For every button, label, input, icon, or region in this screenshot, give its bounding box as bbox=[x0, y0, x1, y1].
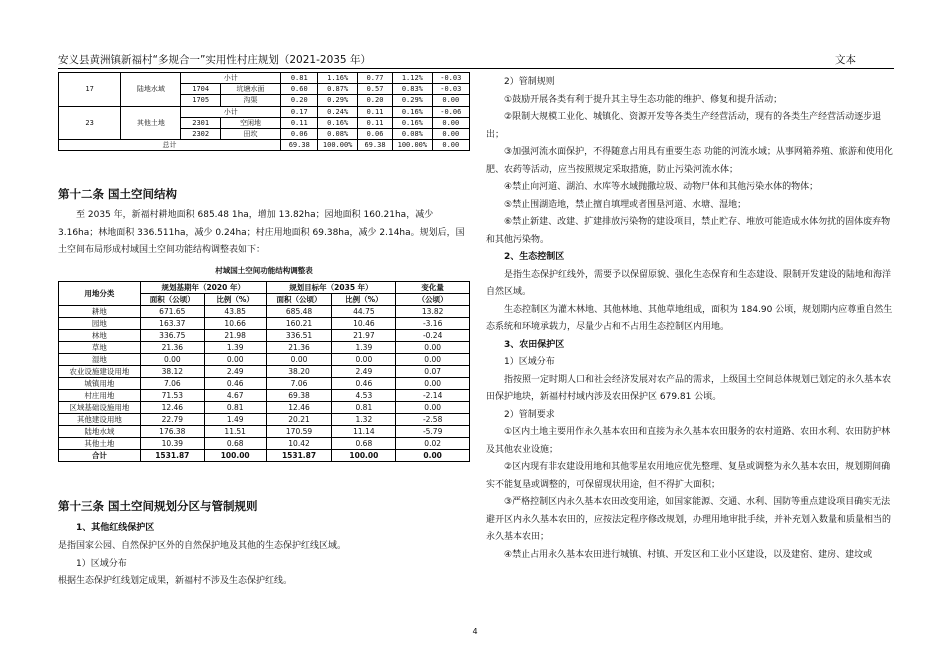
table-header-row: 面积（公顷） 比例（%） 面积（公顷） 比例（%） （公顷） bbox=[59, 294, 470, 306]
paragraph: ②限制大规模工业化、城镇化、资源开发等各类生产经营活动，现有的各类生产经营活动逐步退出； bbox=[486, 112, 882, 140]
page-number: 4 bbox=[472, 627, 478, 636]
table-cell: 农业设施建设用地 bbox=[59, 366, 141, 378]
table-row: 1704 坑塘水面 0.60 0.87% 0.57 0.83% -0.03 bbox=[59, 84, 470, 95]
paragraph: 是指国家公园、自然保护区外的自然保护地及其他的生态保护红线区域。 bbox=[58, 541, 347, 551]
table-row: 17 陆地水域 小计 0.81 1.16% 0.77 1.12% -0.03 bbox=[59, 73, 470, 84]
table-row bbox=[59, 414, 470, 426]
table-cell: 12.46 bbox=[266, 402, 332, 414]
table-cell: -3.16 bbox=[396, 318, 470, 330]
table-row bbox=[59, 426, 470, 438]
paragraph: 是指生态保护红线外，需要予以保留原貌、强化生态保育和生态建设、限制开发建设的陆地和海洋自然区域。 bbox=[486, 269, 892, 297]
table-cell: 671.65 bbox=[140, 306, 204, 318]
table-cell: 1531.87 bbox=[140, 450, 204, 462]
land-use-detail-table bbox=[58, 72, 470, 151]
table-cell: 0.81 bbox=[332, 402, 396, 414]
table-row bbox=[59, 354, 470, 366]
paragraph: ②区内现有非农建设用地和其他零星农用地应优先整理、复垦或调整为永久基本农田，规划期间确实不能复垦或调整的，可保留现状用途，但不得扩大面积； bbox=[486, 462, 891, 490]
table-cell: 其他土地 bbox=[59, 438, 141, 450]
table-cell: 村庄用地 bbox=[59, 390, 141, 402]
table-cell: 13.82 bbox=[396, 306, 470, 318]
table-caption: 村域国土空间功能结构调整表 bbox=[215, 266, 313, 275]
table-cell: 100.00 bbox=[332, 450, 396, 462]
table-cell: 176.38 bbox=[140, 426, 204, 438]
table-row: 23 其他土地 小计 0.17 0.24% 0.11 0.16% -0.06 bbox=[59, 106, 470, 117]
table-cell: 城镇用地 bbox=[59, 378, 141, 390]
table-cell: 1.49 bbox=[204, 414, 266, 426]
table-cell: 0.00 bbox=[396, 402, 470, 414]
table-cell: 10.39 bbox=[140, 438, 204, 450]
subsection-heading: 3、农田保护区 bbox=[504, 339, 565, 350]
table-cell: 12.46 bbox=[140, 402, 204, 414]
table-cell: 0.00 bbox=[396, 354, 470, 366]
table-cell: 其他建设用地 bbox=[59, 414, 141, 426]
table-cell: -2.58 bbox=[396, 414, 470, 426]
table-cell: 园地 bbox=[59, 318, 141, 330]
subsection-heading: 1、其他红线保护区 bbox=[76, 523, 155, 533]
paragraph: 2）管制规则 bbox=[504, 77, 555, 87]
table-cell: 7.06 bbox=[266, 378, 332, 390]
paragraph: 指按照一定时期人口和社会经济发展对农产品的需求，上级国土空间总体规划已划定的永久基本农田保护地块，新福村村域内涉及农田保护区 679.81 公顷。 bbox=[486, 374, 892, 402]
table-cell: 1531.87 bbox=[266, 450, 332, 462]
table-cell: 10.66 bbox=[204, 318, 266, 330]
table-total-row bbox=[59, 450, 470, 462]
table-cell: 区域基础设施用地 bbox=[59, 402, 141, 414]
paragraph: 生态控制区为灌木林地、其他林地、其他草地组成，面积为 184.90 公顷，规划期内应尊重自然生态系统和环境承载力，尽量少占和不占用生态控制区内用地。 bbox=[486, 304, 893, 332]
header-divider bbox=[58, 68, 894, 69]
paragraph: ③加强河流水面保护，不得随意占用具有重要生态 功能的河流水域；从事网箱养殖、旅游和使用化肥、农药等活动，应当按照规定采取措施，防止污染河流水体； bbox=[486, 147, 893, 175]
table-cell: 湿地 bbox=[59, 354, 141, 366]
table-cell: 0.07 bbox=[396, 366, 470, 378]
table-cell: 336.51 bbox=[266, 330, 332, 342]
table-cell: 耕地 bbox=[59, 306, 141, 318]
table-cell: 44.75 bbox=[332, 306, 396, 318]
table-cell: 163.37 bbox=[140, 318, 204, 330]
table-cell: 草地 bbox=[59, 342, 141, 354]
paragraph: 2）管制要求 bbox=[504, 409, 555, 420]
table-cell: 2.49 bbox=[204, 366, 266, 378]
table-row bbox=[59, 378, 470, 390]
table-cell: 陆地水域 bbox=[59, 426, 141, 438]
table-cell: 38.12 bbox=[140, 366, 204, 378]
table-cell: 21.36 bbox=[266, 342, 332, 354]
table-row bbox=[59, 438, 470, 450]
table-row bbox=[59, 330, 470, 342]
column-header-base: 规划基期年（2020 年） bbox=[140, 282, 266, 294]
column-header-target: 规划目标年（2035 年） bbox=[266, 282, 396, 294]
table-row bbox=[59, 318, 470, 330]
column-header-change: 变化量 bbox=[396, 282, 470, 294]
table-row bbox=[59, 366, 470, 378]
table-row bbox=[59, 306, 470, 318]
table-cell: 160.21 bbox=[266, 318, 332, 330]
table-cell: 4.53 bbox=[332, 390, 396, 402]
table-cell: 0.00 bbox=[396, 450, 470, 462]
table-cell: 10.46 bbox=[332, 318, 396, 330]
paragraph: 根据生态保护红线划定成果，新福村不涉及生态保护红线。 bbox=[58, 576, 293, 586]
column-header-use: 用地分类 bbox=[59, 282, 141, 306]
table-cell: 1.32 bbox=[332, 414, 396, 426]
paragraph: 1）区域分布 bbox=[76, 559, 127, 569]
table-cell: 0.00 bbox=[266, 354, 332, 366]
table-cell: 170.59 bbox=[266, 426, 332, 438]
table-row: 1705 沟渠 0.20 0.29% 0.20 0.29% 0.00 bbox=[59, 95, 470, 106]
table-cell: 38.20 bbox=[266, 366, 332, 378]
table-cell: 1.39 bbox=[204, 342, 266, 354]
table-row: 2302 田坎 0.06 0.08% 0.06 0.08% 0.00 bbox=[59, 128, 470, 139]
document-title: 安义县黄洲镇新福村“多规合一”实用性村庄规划（2021-2035 年） bbox=[58, 54, 371, 66]
table-row bbox=[59, 402, 470, 414]
table-total-row: 总计 69.38 100.00% 69.38 100.00% 0.00 bbox=[59, 140, 470, 151]
table-cell: 7.06 bbox=[140, 378, 204, 390]
right-column bbox=[486, 74, 898, 564]
section-13-heading: 第十三条 国土空间规划分区与管制规则 bbox=[58, 499, 258, 513]
table-cell: 21.36 bbox=[140, 342, 204, 354]
table-cell: 0.00 bbox=[332, 354, 396, 366]
table-row bbox=[59, 390, 470, 402]
table-cell: 69.38 bbox=[266, 390, 332, 402]
paragraph: ①鼓励开展各类有利于提升其主导生态功能的维护、修复和提升活动； bbox=[504, 94, 783, 105]
paragraph: 1）区域分布 bbox=[504, 357, 555, 367]
table-cell: 11.14 bbox=[332, 426, 396, 438]
section-12-paragraph: 至 2035 年，新福村耕地面积 685.48 1ha，增加 13.82ha；园地面积 160.21ha，减少 3.16ha；林地面积 336.511ha，减少 0.24ha；村庄用地面积 69.38ha，减少 2.14ha。规划后，国土空间布局形成村域国土空间功能结构调整表如下： bbox=[58, 210, 465, 255]
paragraph: ⑥禁止新建、改建、扩建排放污染物的建设项目，禁止贮存、堆放可能造成水体勿扰的固体废弃物和其他污染物。 bbox=[486, 217, 891, 245]
table-cell: 71.53 bbox=[140, 390, 204, 402]
table-cell: 20.21 bbox=[266, 414, 332, 426]
page-header bbox=[58, 52, 894, 68]
table-cell: 0.81 bbox=[204, 402, 266, 414]
table-cell: 0.00 bbox=[396, 378, 470, 390]
table-header-row bbox=[59, 282, 470, 294]
table-cell: 0.46 bbox=[332, 378, 396, 390]
subsection-heading: 2、生态控制区 bbox=[504, 252, 565, 262]
table-cell: 0.00 bbox=[396, 342, 470, 354]
table-cell: 0.46 bbox=[204, 378, 266, 390]
table-cell: 336.75 bbox=[140, 330, 204, 342]
table-cell: 林地 bbox=[59, 330, 141, 342]
table-cell: 4.67 bbox=[204, 390, 266, 402]
table-cell: -0.24 bbox=[396, 330, 470, 342]
table-cell: 0.00 bbox=[204, 354, 266, 366]
table-cell: 0.02 bbox=[396, 438, 470, 450]
table-cell: 11.51 bbox=[204, 426, 266, 438]
table-row: 2301 空闲地 0.11 0.16% 0.11 0.16% 0.00 bbox=[59, 117, 470, 128]
table-cell: 685.48 bbox=[266, 306, 332, 318]
paragraph: ①区内土地主要用作永久基本农田和直接为永久基本农田服务的农村道路、农田水利、农田防护林及其他农业设施； bbox=[486, 427, 891, 455]
table-cell: -2.14 bbox=[396, 390, 470, 402]
table-cell: 0.68 bbox=[204, 438, 266, 450]
paragraph: ⑤禁止围湖造地，禁止擅自填埋或者围垦河道、水塘、湿地； bbox=[504, 199, 747, 210]
table-cell: 100.00 bbox=[204, 450, 266, 462]
section-12-heading: 第十二条 国土空间结构 bbox=[58, 187, 178, 201]
table-cell: 2.49 bbox=[332, 366, 396, 378]
table-cell: 21.97 bbox=[332, 330, 396, 342]
table-cell: 0.68 bbox=[332, 438, 396, 450]
table-row bbox=[59, 342, 470, 354]
paragraph: ④禁止向河道、湖泊、水库等水域抛撒垃圾、动物尸体和其他污染水体的物体； bbox=[504, 182, 819, 192]
paragraph: ③严格控制区内永久基本农田改变用途，如国家能源、交通、水利、国防等重点建设项目确实无法避开区内永久基本农田的，应按法定程序修改规划，办理用地审批手续，并补充划入数量和质量相当的永久基本农田； bbox=[486, 497, 892, 542]
table-cell: 10.42 bbox=[266, 438, 332, 450]
table-cell: 21.98 bbox=[204, 330, 266, 342]
document-type: 文本 bbox=[835, 54, 856, 66]
table-cell: -5.79 bbox=[396, 426, 470, 438]
spatial-structure-table bbox=[58, 281, 470, 462]
paragraph: ④禁止占用永久基本农田进行城镇、村镇、开发区和工业小区建设，以及建窑、建房、建坟或 bbox=[504, 549, 873, 560]
table-cell: 43.85 bbox=[204, 306, 266, 318]
table-cell: 合计 bbox=[59, 450, 141, 462]
table-cell: 22.79 bbox=[140, 414, 204, 426]
table-cell: 1.39 bbox=[332, 342, 396, 354]
table-cell: 0.00 bbox=[140, 354, 204, 366]
